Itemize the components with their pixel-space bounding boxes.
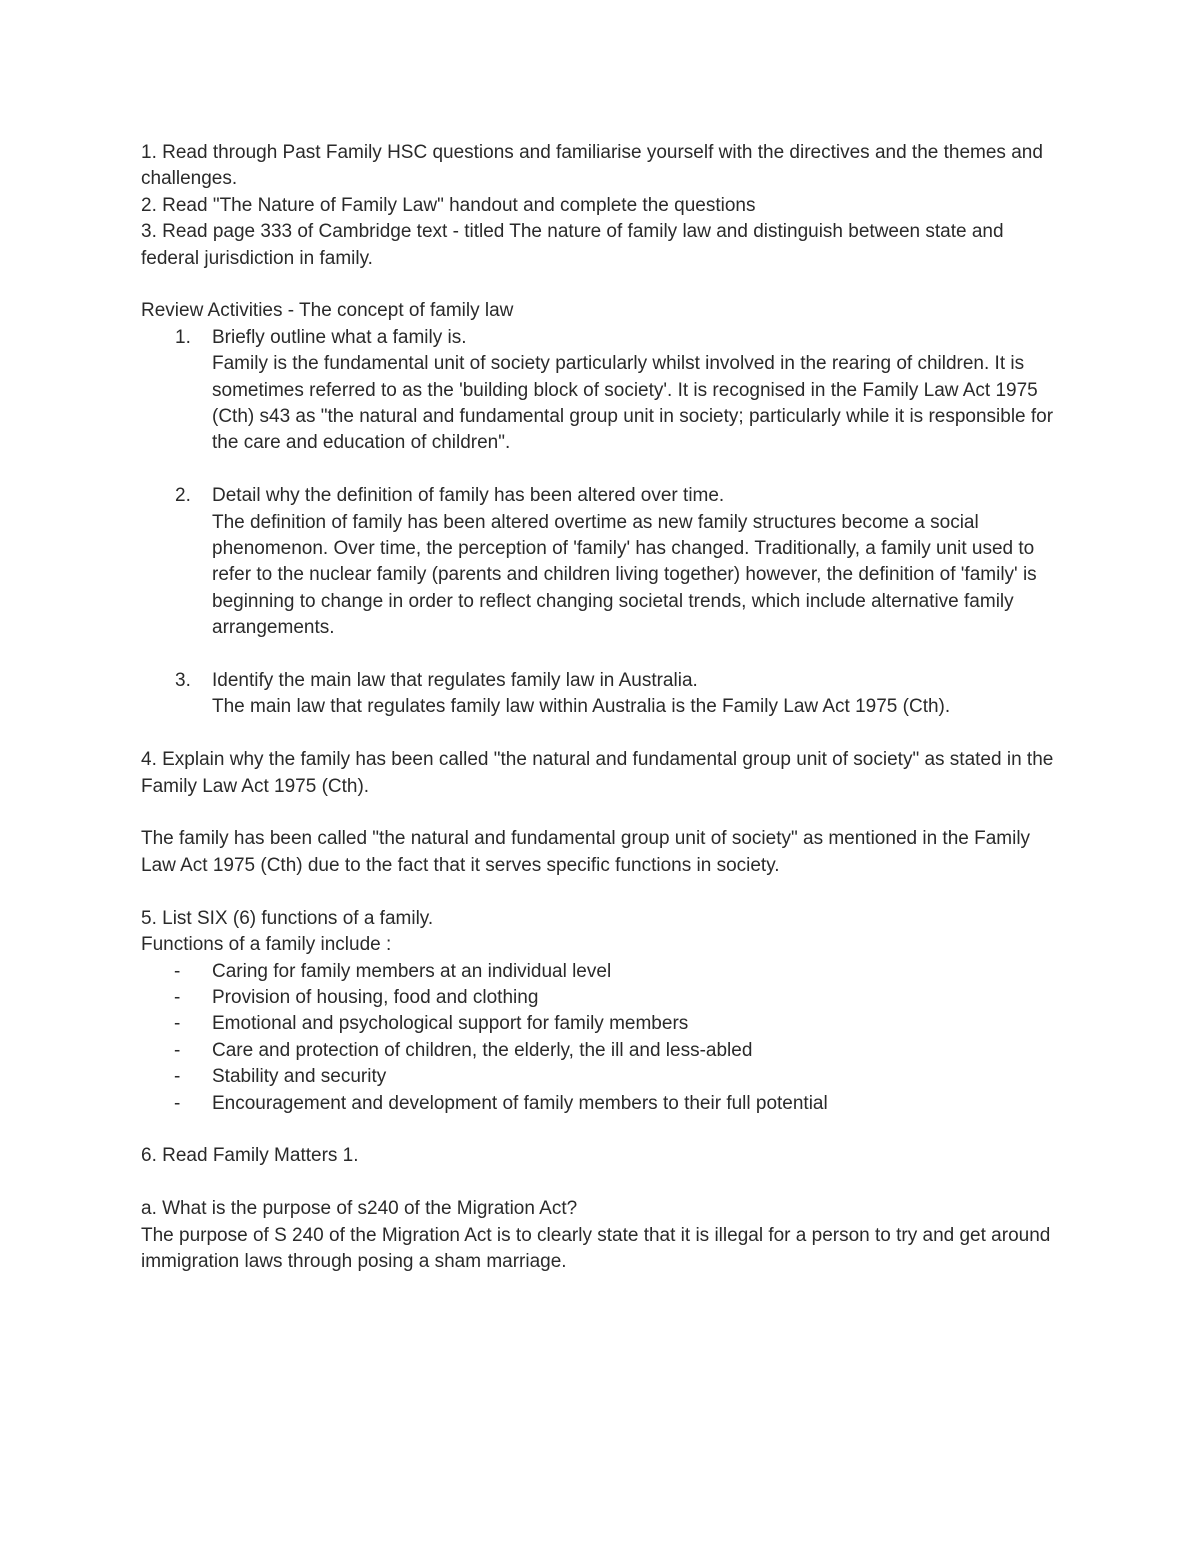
answer-6a: The purpose of S 240 of the Migration Act is to clearly state that it is illegal for a person to try and get around immigration laws through posing a sham marriage. [141, 1224, 1051, 1272]
answer-4: The family has been called "the natural and fundamental group unit of society" as mentioned in the Family Law Act 1975 (Cth) due to the fact that it serves specific functions in society. [141, 828, 1031, 876]
review-list [141, 325, 1066, 721]
list-marker: 1. [175, 326, 191, 348]
review-item-1 [141, 325, 1066, 457]
spacer [141, 800, 1066, 826]
review-question: Identify the main law that regulates family law in Australia. [212, 670, 698, 692]
list-item [141, 1011, 1066, 1037]
dash-bullet: - [174, 1066, 181, 1088]
spacer [141, 1117, 1066, 1143]
function-text: Encouragement and development of family members to their full potential [212, 1092, 828, 1114]
list-item [141, 1064, 1066, 1090]
review-question: Briefly outline what a family is. [212, 326, 467, 348]
functions-list [141, 959, 1066, 1117]
question-5: 5. List SIX (6) functions of a family. [141, 907, 434, 929]
functions-intro: Functions of a family include : [141, 934, 392, 956]
spacer [141, 721, 1066, 747]
question-6a: a. What is the purpose of s240 of the Migration Act? [141, 1198, 578, 1220]
function-text: Care and protection of children, the elderly, the ill and less-abled [212, 1039, 753, 1061]
question-4: 4. Explain why the family has been called "the natural and fundamental group unit of society" as stated in the Family Law Act 1975 (Cth). [141, 749, 1054, 797]
list-item [141, 959, 1066, 985]
review-heading: Review Activities - The concept of family law [141, 300, 514, 322]
document-page [141, 140, 1066, 1275]
intro-item-3: 3. Read page 333 of Cambridge text - titled The nature of family law and distinguish between state and federal jurisdiction in family. [141, 221, 1004, 269]
intro-item-1: 1. Read through Past Family HSC questions and familiarise yourself with the directives and the themes and challenges. [141, 142, 1043, 190]
dash-bullet: - [174, 1013, 181, 1035]
review-answer: Family is the fundamental unit of society particularly whilst involved in the rearing of children. It is sometimes referred to as the 'building block of society'. It is recognised in the Family Law Act 1975 (Cth) s43 as "the natural and fundamental group unit in society; particularly while it is responsible for the care and education of children". [212, 353, 1054, 454]
spacer [141, 642, 1066, 668]
list-item [141, 985, 1066, 1011]
list-item [141, 1038, 1066, 1064]
spacer [141, 272, 1066, 298]
dash-bullet: - [174, 1039, 181, 1061]
review-answer: The definition of family has been altered overtime as new family structures become a social phenomenon. Over time, the perception of 'family' has changed. Traditionally, a family unit used to refer to the nuclear family (parents and children living together) however, the definition of 'family' is beginning to change in order to reflect changing societal trends, which include alternative family arrangements. [212, 511, 1037, 639]
intro-item-2: 2. Read "The Nature of Family Law" handout and complete the questions [141, 194, 756, 216]
function-text: Provision of housing, food and clothing [212, 986, 539, 1008]
review-item-3 [141, 668, 1066, 721]
list-marker: 2. [175, 485, 191, 507]
function-text: Emotional and psychological support for family members [212, 1013, 689, 1035]
review-question: Detail why the definition of family has been altered over time. [212, 485, 725, 507]
dash-bullet: - [174, 1092, 181, 1114]
list-item [141, 1091, 1066, 1117]
function-text: Stability and security [212, 1066, 387, 1088]
question-6: 6. Read Family Matters 1. [141, 1145, 359, 1167]
dash-bullet: - [174, 960, 181, 982]
review-item-2 [141, 483, 1066, 641]
review-answer: The main law that regulates family law within Australia is the Family Law Act 1975 (Cth). [212, 696, 951, 718]
spacer [141, 879, 1066, 905]
function-text: Caring for family members at an individual level [212, 960, 612, 982]
spacer [141, 1170, 1066, 1196]
list-marker: 3. [175, 670, 191, 692]
dash-bullet: - [174, 986, 181, 1008]
spacer [141, 457, 1066, 483]
